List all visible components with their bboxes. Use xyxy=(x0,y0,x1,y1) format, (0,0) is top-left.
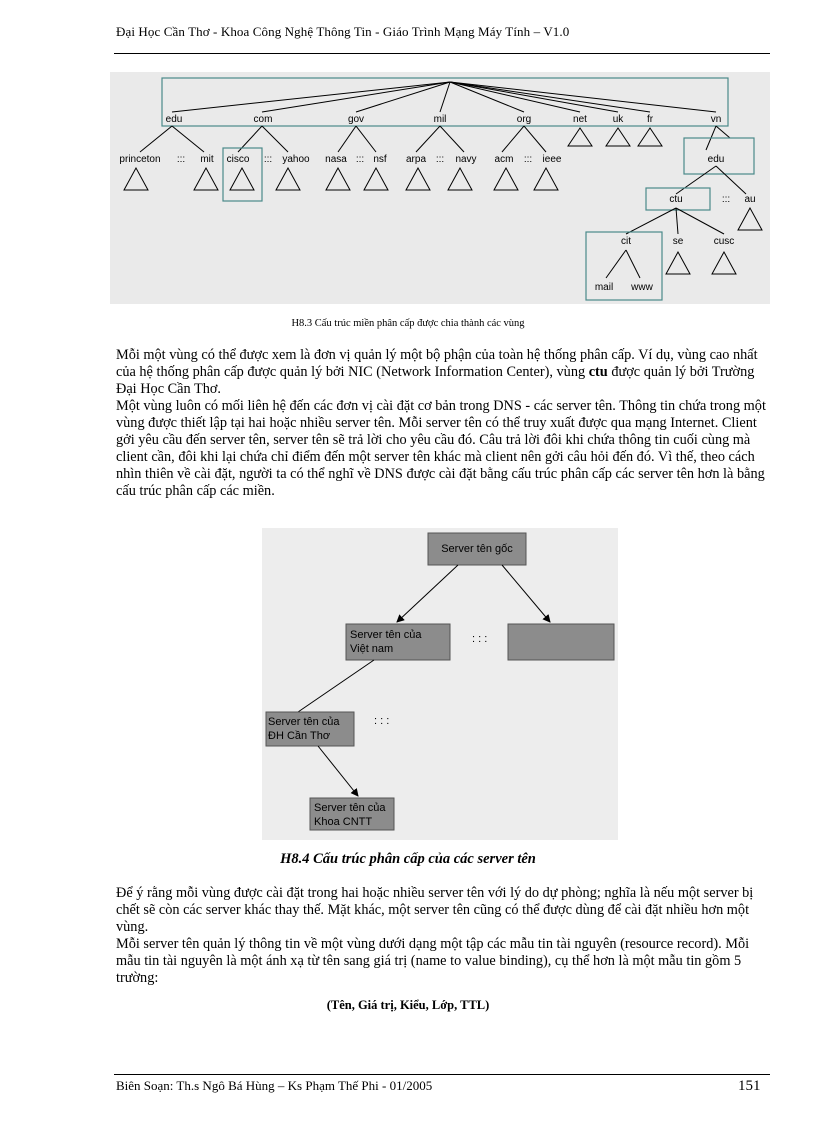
arrow-ctu-cntt xyxy=(318,746,358,796)
line-vietnam-ctu xyxy=(298,660,374,712)
domain-navy: navy xyxy=(455,154,477,165)
ellipsis: ::: xyxy=(355,154,365,165)
root-server-label: Server tên gốc xyxy=(441,543,513,555)
arrow-root-other xyxy=(502,565,550,622)
footer-author: Biên Soạn: Th.s Ngô Bá Hùng – Ks Phạm Thế Phi - 01/2005 xyxy=(116,1078,433,1093)
leaf-triangles-second xyxy=(124,168,558,190)
name-server-figure xyxy=(262,528,618,840)
tld-uk: uk xyxy=(612,114,624,125)
domain-vn-edu: edu xyxy=(707,154,725,165)
tld-gov: gov xyxy=(347,114,365,125)
figure2-caption: H8.4 Cấu trúc phân cấp của các server tên xyxy=(280,851,536,867)
paragraph-redundancy: Để ý rằng mỗi vùng được cài đặt trong hai hoặc nhiều server tên với lý do dự phòng; nghĩa là nếu một server bị chết sẽ còn các server khác thay thế. Mặt khác, một server tên cũng có thể được dùng để cài đặt nhiều hơn một vùng. xyxy=(116,885,754,935)
domain-se: se xyxy=(672,236,684,247)
tld-mil: mil xyxy=(433,114,447,125)
domain-hierarchy-figure xyxy=(110,72,770,304)
ellipsis: ::: xyxy=(435,154,445,165)
domain-yahoo: yahoo xyxy=(282,154,310,165)
host-www: www xyxy=(631,282,653,293)
domain-ieee: ieee xyxy=(542,154,562,165)
figure1-caption: H8.3 Cấu trúc miền phân cấp được chia thành các vùng xyxy=(291,318,525,329)
host-mail: mail xyxy=(594,282,614,293)
domain-cisco: cisco xyxy=(226,154,250,165)
ellipsis: : : : xyxy=(374,715,390,727)
other-server-box xyxy=(508,624,614,660)
tld-edu: edu xyxy=(165,114,183,125)
vietnam-server-label-1: Server tên của xyxy=(350,629,422,641)
cntt-server-label-1: Server tên của xyxy=(314,802,386,814)
domain-nsf: nsf xyxy=(373,154,387,165)
domain-acm: acm xyxy=(494,154,514,165)
domain-cit: cit xyxy=(621,236,631,247)
au-triangle xyxy=(738,208,762,230)
tld-com: com xyxy=(253,114,273,125)
page-header: Đại Học Cần Thơ - Khoa Công Nghệ Thông Tin - Giáo Trình Mạng Máy Tính – V1.0 xyxy=(116,24,570,39)
leaf-triangles-top xyxy=(568,128,662,146)
tld-fr: fr xyxy=(646,114,654,125)
cntt-server-label-2: Khoa CNTT xyxy=(314,816,373,828)
footer-divider xyxy=(114,1074,770,1075)
root-branches xyxy=(172,82,716,112)
paragraph-text: Mỗi một vùng có thể được xem là đơn vị quản lý một bộ phận của toàn hệ thống phân cấp. Ví dụ, vùng cao nhất của hệ thống phân cấp được quản lý bởi NIC (Network Information Center), vùng xyxy=(116,347,758,380)
ellipsis: : : : xyxy=(472,633,488,645)
page-number: 151 xyxy=(738,1078,761,1094)
header-divider xyxy=(114,53,770,54)
bold-ctu: ctu xyxy=(588,364,608,380)
paragraph-resource-records: Mỗi server tên quản lý thông tin về một vùng dưới dạng một tập các mẫu tin tài nguyên (resource record). Mỗi mẫu tin tài nguyên là một ánh xạ từ tên sang giá trị (name to value binding), cụ thể hơn là một mẫu tin gồm 5 trường: xyxy=(116,936,750,986)
record-fields-formula: (Tên, Giá trị, Kiểu, Lớp, TTL) xyxy=(326,998,490,1012)
domain-cusc: cusc xyxy=(713,236,735,247)
vietnam-server-label-2: Việt nam xyxy=(350,643,394,655)
arrow-root-vietnam xyxy=(397,565,458,622)
ellipsis: ::: xyxy=(176,154,186,165)
tld-vn: vn xyxy=(710,114,722,125)
ctu-server-label-2: ĐH Cần Thơ xyxy=(268,730,331,742)
domain-au: au xyxy=(744,194,756,205)
domain-tree-diagram xyxy=(110,72,770,304)
paragraph-zones xyxy=(116,347,766,398)
ellipsis: ::: xyxy=(721,194,731,205)
ctu-branches xyxy=(626,208,724,234)
domain-mit: mit xyxy=(200,154,214,165)
tld-org: org xyxy=(516,114,532,125)
ellipsis: ::: xyxy=(263,154,273,165)
domain-princeton: princeton xyxy=(119,154,161,165)
ctu-server-label-1: Server tên của xyxy=(268,716,340,728)
name-server-diagram xyxy=(262,528,618,840)
tld-net: net xyxy=(573,114,587,125)
paragraph-text: được quản lý bởi Trường Đại Học Cần Thơ. xyxy=(116,364,755,397)
domain-nasa: nasa xyxy=(325,154,347,165)
paragraph-name-servers: Một vùng luôn có mối liên hệ đến các đơn vị cài đặt cơ bản trong DNS - các server tên. Thông tin chứa trong một vùng được thiết lập tại hai hoặc nhiều server tên. Mỗi server tên có thể truy xuất được qua mạng Internet. Client gởi yêu cầu đến server tên, server tên sẽ trả lời cho yêu cầu đó. Câu trả lời đôi khi chứa thông tin cuối cùng mà client cần, đôi khi lại chứa chỉ điểm đến một server tên khác mà client nên gởi câu hỏi đến đó. Vì thế, theo cách nhìn thiên về cài đặt, người ta có thể nghĩ về DNS được cài đặt bằng cấu trúc phân cấp các server tên hơn là bằng cấu trúc phân cấp các miền. xyxy=(116,398,766,499)
domain-arpa: arpa xyxy=(405,154,427,165)
edu-branches xyxy=(676,166,746,194)
domain-ctu: ctu xyxy=(669,194,683,205)
ellipsis: ::: xyxy=(523,154,533,165)
cit-branches xyxy=(606,250,736,278)
